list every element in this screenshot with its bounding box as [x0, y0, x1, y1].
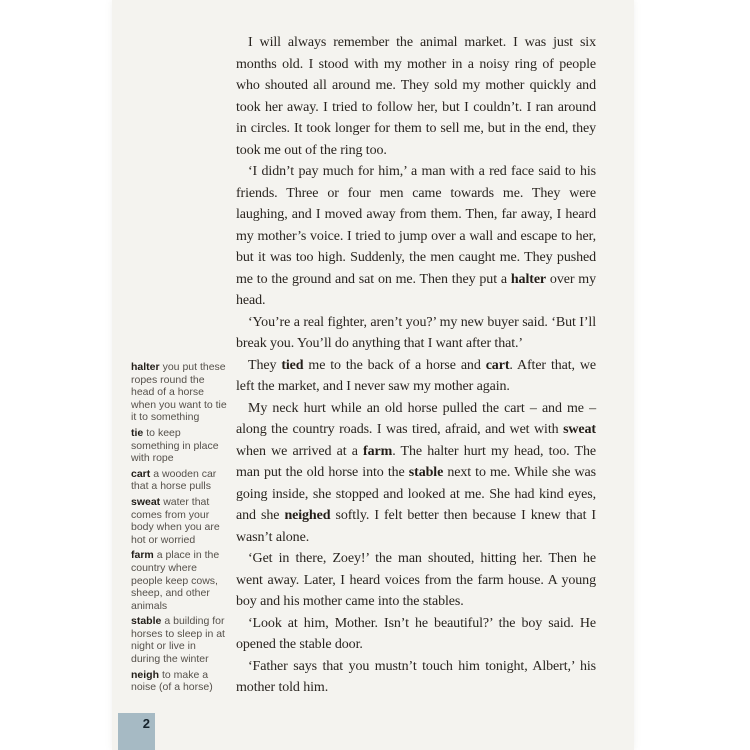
- story-keyword: farm: [363, 443, 393, 459]
- glossary-definition: a place in the country where people keep cows, sheep, and other animals: [131, 549, 220, 612]
- glossary-entry: [131, 496, 227, 546]
- glossary-term: neigh: [131, 668, 159, 681]
- story-keyword: tied: [281, 357, 304, 373]
- glossary-entry: [131, 549, 227, 612]
- story-paragraph: ‘Father says that you mustn’t touch him tonight, Albert,’ his mother told him.: [236, 658, 596, 695]
- glossary-definition: a wooden car that a horse pulls: [131, 467, 217, 493]
- story-paragraph: ‘Look at him, Mother. Isn’t he beautiful?’ the boy said. He opened the stable door.: [236, 615, 596, 652]
- story-keyword: stable: [408, 465, 444, 480]
- story-paragraph: ‘I didn’t pay much for him,’ a man with a red face said to his friends. Three or four men came towards me. They were laughing, and I moved away from them. Then, far away, I heard my mother’s voice. I tried to jump over a wall and escape to her, but it was too high. Suddenly, the men caught me. They pushed me to the ground and sat on me. Then they put a halter over my head.: [236, 164, 596, 308]
- glossary-entry: [131, 615, 227, 665]
- story-paragraph: They tied me to the back of a horse and cart. After that, we left the market, and I never saw my mother again.: [236, 357, 596, 394]
- glossary-term: farm: [131, 549, 154, 562]
- story-paragraph: I will always remember the animal market. I was just six months old. I stood with my mother in a noisy ring of people who shouted all around me. They sold my mother quickly and took her away. I tried to follow her, but I couldn’t. I ran around in circles. It took longer for them to sell me, but in the end, they took me out of the ring too.: [236, 35, 596, 158]
- glossary-definition: to make a noise (of a horse): [131, 668, 213, 694]
- glossary: [131, 361, 227, 697]
- story-keyword: neighed: [284, 508, 331, 523]
- glossary-entry: [131, 669, 227, 694]
- glossary-entry: [131, 427, 227, 465]
- story-paragraph: ‘Get in there, Zoey!’ the man shouted, hitting her. Then he went away. Later, I heard voices from the farm house. A young boy and his mother came into the stables.: [236, 551, 596, 609]
- glossary-entry: [131, 361, 227, 424]
- glossary-term: sweat: [131, 495, 161, 508]
- story: [236, 32, 596, 699]
- glossary-term: cart: [131, 467, 151, 480]
- story-keyword: sweat: [563, 422, 596, 437]
- glossary-definition: a building for horses to sleep in at night or live in during the winter: [131, 615, 225, 666]
- story-paragraph: My neck hurt while an old horse pulled the cart – and me – along the country roads. I was tired, afraid, and wet with sweat when we arrived at a farm. The halter hurt my head, too. The man put the old horse into the stable next to me. While she was going inside, she stopped and looked at me. She had kind eyes, and she neighed softly. I felt better then because I knew that I wasn’t alone.: [236, 400, 597, 545]
- glossary-definition: you put these ropes round the head of a horse when you want to tie it to something: [131, 361, 227, 424]
- story-keyword: halter: [510, 271, 547, 287]
- story-keyword: cart: [485, 357, 510, 373]
- page-number: 2: [142, 716, 150, 731]
- glossary-term: tie: [131, 426, 144, 439]
- glossary-definition: to keep something in place with rope: [131, 426, 219, 465]
- glossary-term: halter: [131, 361, 160, 373]
- glossary-definition: water that comes from your body when you are hot or worried: [131, 495, 220, 546]
- story-paragraph: ‘You’re a real fighter, aren’t you?’ my new buyer said. ‘But I’ll break you. You’ll do anything that I want after that.’: [236, 314, 596, 351]
- glossary-term: stable: [131, 615, 162, 628]
- page-number-tab: [118, 713, 155, 750]
- page: [112, 0, 634, 750]
- glossary-entry: [131, 468, 227, 493]
